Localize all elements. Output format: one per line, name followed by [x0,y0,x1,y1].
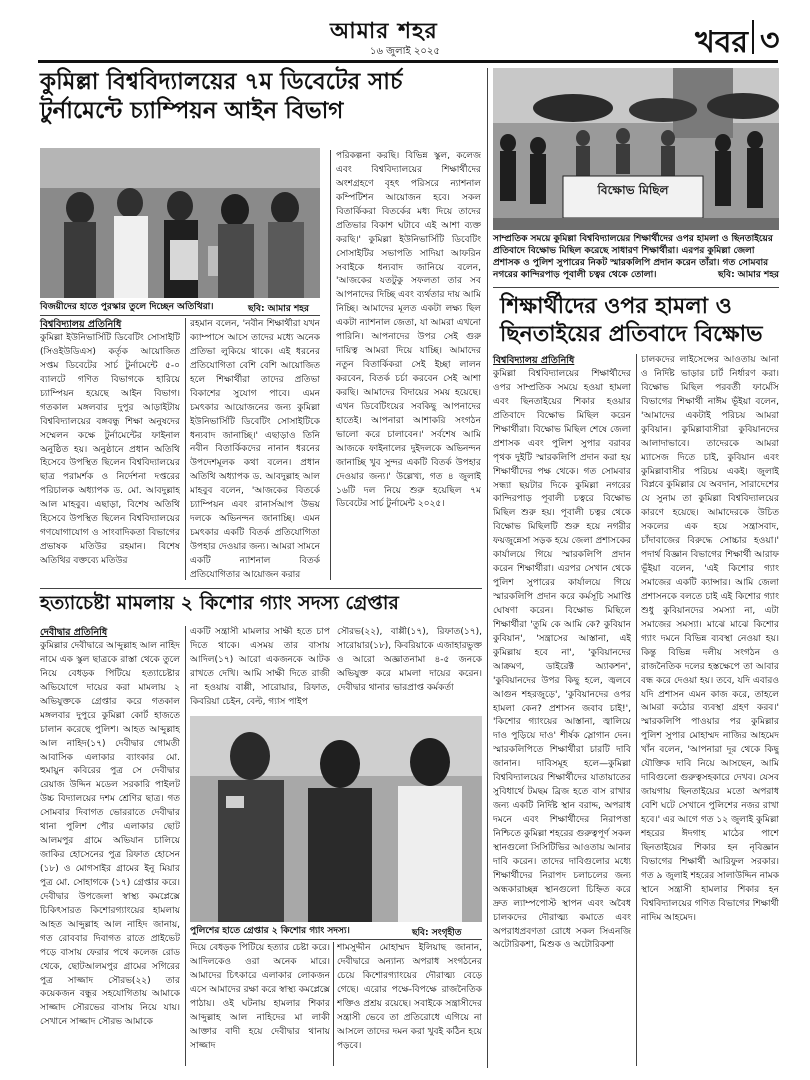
story1-photo [40,148,320,298]
story3-headline: হত্যাচেষ্টা মামলায় ২ কিশোর গ্যাং সদস্য গ্রেপ্তার [40,592,399,614]
protest-banner-text: বিক্ষোভ মিছিল [597,183,669,197]
story3-col-divider-2 [333,942,334,1066]
story2-caption-rule [493,287,779,288]
section-label: খবর [695,25,748,60]
story3-body-col3-top: সৌরভ(২২), বাপ্পী(১৭), রিফাত(১৭), সারোয়ার(১৮), কিবরিয়াকে এজাহারভুক্ত ও আরো অজ্ঞাতনামা ৪-৫ জনকে অভিযুক্ত করে মামলা দায়ের করেন। দেবীদ্বার থানার ভারপ্রাপ্ত কর্মকর্তা [337,627,482,693]
story3-col-divider-1 [185,626,186,1066]
story1-col-divider-2 [330,150,331,580]
story2-body-col2: চালকদের লাইসেন্সের আওতায় আনা ও নির্দিষ্ট ভাড়ার চার্ট নির্ধারণ করা। বিক্ষোভ মিছিল পরবর্তী ফার্মেসি বিভাগের শিক্ষার্থী নাঈম ভূঁইয়া বলেন, 'আমাদের একটাই পরিচয় আমরা কুবিয়ান। কুমিল্লাবাসীরা কুবিয়ানদের আলাদাভাবে। তাদেরকে আমরা ম্যাসেজ দিতে চাই, কুবিয়ান এবং কুমিল্লাবাসীর পরিচয় একই। জুলাই বিপ্লবে কুমিল্লার যে অবদান, সারাদেশের যে সুনাম তা কুমিল্লা বিশ্ববিদ্যালয়ের কারণে হয়েছে। আমাদেরকে উচিত সকলের এক হয়ে সন্ত্রাসবাদ, চাঁদাবাজের বিরুদ্ধে সোচ্চার হওয়া।' পদার্থ বিজ্ঞান বিভাগের শিক্ষার্থী আরাফ ভূঁইয়া বলেন, 'এই কিশোর গ্যাং সমাজের একটি ক্যান্সার। আমি জেলা প্রশাসনকে বলতে চাই এই কিশোর গ্যাং শুধু কুবিয়ানদের সমস্যা না, এটা সমাজের সমস্যা। মাঝে মাঝে কিশোর গ্যাং দমনে বিভিন্ন ব্যবস্থা নেওয়া হয়। কিন্তু বিভিন্ন দলীয় সংগঠন ও রাজনৈতিক দলের হস্তক্ষেপে তা আবার বন্ধ করে দেওয়া হয়। তবে, যদি এবারও যদি প্রশাসন এমন কাজ করে, তাহলে আমরা কঠোর ব্যবস্থা গ্রহণ করব।' স্মারকলিপি পাওয়ার পর কুমিল্লার পুলিশ সুপার মোহাম্মদ নাজির আহমেদ খাঁন বলেন, 'আপনারা দূর থেকে কিছু যৌক্তিক দাবি নিয়ে আসছেন, আমি দাবিগুলো গুরুত্বসহকারে দেখব। যেসব জায়গায় ছিনতাইয়ের মতো অপরাধ বেশি ঘটে সেখানে পুলিশের নজর রাখা হবে।' এর আগে গত ১২ জুলাই কুমিল্লা শহরের ঈদগাহ মাঠের পাশে ছিনতাইয়ের শিকার হন নৃবিজ্ঞান বিভাগের শিক্ষার্থী আরিফুল সরকার। গত ৯ জুলাই শহরের সালাউদ্দিন নামক স্থানে সন্ত্রাসী হামলার শিকার হন বিশ্ববিদ্যালয়ের গণিত বিভাগের শিক্ষার্থী নাদিম আহমেদ। [641,355,779,923]
masthead-title: আমার শহর [330,19,438,44]
story2-photo [493,68,779,230]
story3-body-col2-bottom: দিয়ে বেধড়ক পিটিয়ে হত্যার চেষ্টা করে। আদিলকেও ওরা অনেক মারে। আমাদের চিৎকারে এলাকার লোকজন এসে আমাদের রক্ষা করে স্বাস্থ্য কমপ্লেক্সে পাঠায়। ওই ঘটনায় হামলার শিকার আব্দুল্লাহ আল নাহিদের মা লাকী আক্তার বাদী হয়ে দেবীদ্বার থানায় সাজ্জাদ [190,943,330,1051]
story1-body-col1: কুমিল্লা ইউনিভার্সিটি ডিবেটিং সোসাইটি (সিওইউডিএস) কর্তৃক আয়োজিত সপ্তম ডিবেটের সার্চ টুর্নামেন্টে ৫-০ ব্যালটে গণিত বিভাগকে হারিয়ে চ্যাম্পিয়ন হয়েছে আইন বিভাগ। গতকাল মঙ্গলবার দুপুর আড়াইটায় বিশ্ববিদ্যালয়ের বঙ্গবন্ধু শিক্ষা অনুষদের সম্মেলন কক্ষে টুর্নামেন্টের ফাইনাল অনুষ্ঠিত হয়। অনুষ্ঠানে প্রধান অতিথি হিসেবে উপস্থিত ছিলেন বিশ্ববিদ্যালয়ের ছাত্র পরামর্শক ও নির্দেশনা দপ্তরের পরিচালক অধ্যাপক ড. মো. আবদুল্লাহ আল মাহবুব। এছাড়া, বিশেষ অতিথি হিসেবে উপস্থিত ছিলেন বিশ্ববিদ্যালয়ের গণযোগাযোগ ও সাংবাদিকতা বিভাগের প্রভাষক মতিউর রহমান। বিশেষ অতিথির বক্তব্যে মতিউর [40,333,180,566]
story3-body-col1: কুমিল্লার দেবীদ্বারে আব্দুল্লাহ আল নাহিদ নামে এক স্কুল ছাত্রকে রাস্তা থেকে তুলে নিয়ে বেধড়ক পিটিয়ে হত্যাচেষ্টার অভিযোগে দায়ের করা মামলায় ২ অভিযুক্তকে গ্রেপ্তার করে গতকাল মঙ্গলবার দুপুরে কুমিল্লা কোর্ট হাজতে চালান করেছে পুলিশ। আহত আব্দুল্লাহ আল নাহিদ(১৭) দেবীদ্বার গোমতী আবাসিক এলাকার ব্যাংকার মো. হুমায়ুন কবিরের পুত্র সে দেবীদ্বার রেয়াজ উদ্দিন মডেল সরকারি পাইলট উচ্চ বিদ্যালয়ের দশম শ্রেণির ছাত্র। গত সোমবার দিবাগত ভোররাতে দেবীদ্বার থানা পুলিশ পৌর এলাকার ছোট আলমপুর গ্রামে অভিযান চালিয়ে জাকির হোসেনের পুত্র রিফাত হোসেন (১৮) ও মোগসাইর গ্রামের ইনু মিয়ার পুত্র মো. সোহাগকে (১৭) গ্রেপ্তার করে। দেবীদ্বার উপজেলা স্বাস্থ্য কমপ্লেক্সে চিকিৎসারত কিশোরগ্যাংয়ের হামলায় আহত আব্দুল্লাহ আল নাহিদ জানায়, গত রোববার দিবাগত রাতে প্রাইভেট পড়ে বাসায় ফেরার পথে কলেজ রোড থেকে, ছোটআলমপুর গ্রামের সগিরের পুত্র সাজ্জাদ সৌরভ(২২) তার কয়েকজন বন্ধুর সহযোগিতায় আমাকে সাজ্জাদ সৌরভের বাসায় নিয়ে যায়। সেখানে সাজ্জাদ সৌরভ আমাকে [40,641,180,1028]
story2-photo-credit: ছবি: আমার শহর [718,270,779,281]
award-ceremony-image [40,148,320,298]
story3-photo-credit: ছবি: সংগৃহীত [412,928,462,938]
story1-headline: কুমিল্লা বিশ্ববিদ্যালয়ের ৭ম ডিবেটের সার্চ টুর্নামেন্টে চ্যাম্পিয়ন আইন বিভাগ [40,68,403,124]
story1-body-col3: পরিকল্পনা করছি। বিভিন্ন স্কুল, কলেজ এবং বিশ্ববিদ্যালয়ের শিক্ষার্থীদের অংশগ্রহণে বৃহৎ পরিসরে ন্যাশনাল কম্পিটিশন আয়োজন হবে। সকল বিতার্কিকরা বিতর্কের মধ্য দিয়ে তাদের প্রতিভার বিকাশ ঘটাবে এই আশা ব্যক্ত করছি।' কুমিল্লা ইউনিভার্সিটি ডিবেটিং সোসাইটির সভাপতি সাদিয়া আফরিন সবাইকে ধন্যবাদ জানিয়ে বলেন, 'আজকের যতটুকু সফলতা তার সব আপনাদের দিচ্ছি এবং ব্যর্থতার দায় আমি নিচ্ছি। আমাদের মূলত একটা লক্ষ্য ছিল একটা ন্যাশনাল জেতা, যা আমরা এখনো পারিনি। আপনাদের উপর সেই গুরু দায়িত্ব আমরা দিয়ে যাচ্ছি। আমাদের নতুন বিতার্কিকরা সেই ইচ্ছা লালন করবেন, বিতর্ক চর্চা করবেন সেই আশা করছি। আমাদের বিদায়ের সময় হয়েছে। এখন ডিবেটিংয়ের সবকিছু আপনাদের হাতেই। আপনারা আশাকরি সংগঠন ভালো করে চালাবেন।' সর্বশেষ আমি আজকে ফাইনালের দুইদলকে অভিনন্দন জানাচ্ছি খুব সুন্দর একটি বিতর্ক উপহার দেওয়ার জন্য।' উল্লেখ্য, গত ৪ জুলাই ১৬টি দল নিয়ে শুরু হয়েছিল ৭ম ডিবেটের সার্চ টুর্নামেন্ট ২০২৫। [336,151,481,510]
story3-body-col3-bottom: শামসুদ্দীন মোহাম্মদ ইলিয়াছ জানান, দেবীদ্বারে অন্যান্য অপরাধ সংগঠনের চেয়ে কিশোরগ্যাংয়ের দৌরাত্ম্য বেড়ে গেছে। এরোর পক্ষে-বিপক্ষে রাজনৈতিক শক্তিও প্রশ্রয় রয়েছে। সবাইকে সন্ত্রাসীদের সন্ত্রাসী ভেবে তা প্রতিরোধে এগিয়ে না আসলে তাদের দমন করা খুবই কঠিন হয়ে পড়বে। [337,943,482,1051]
story1-col-divider-1 [185,318,186,580]
story2-headline: শিক্ষার্থীদের ওপর হামলা ও ছিনতাইয়ের প্রতিবাদে বিক্ষোভ [500,293,763,347]
story3-caption-rule [190,939,482,940]
page-number: ৩ [760,23,780,58]
story2-photo-caption-text: সাম্প্রতিক সময়ে কুমিল্লা বিশ্ববিদ্যালয়ের শিক্ষার্থীদের ওপর হামলা ও ছিনতাইয়ের প্রতিবাদে বিক্ষোভ মিছিল করেছে সাধারণ শিক্ষার্থীরা। এরপর কুমিল্লা জেলা প্রশাসক ও পুলিশ সুপারের নিকট স্মারকলিপি প্রদান করেন তাঁরা। গত সোমবার নগরের কান্দিরপাড় পূবালী চত্বর থেকে তোলা। [493,234,773,281]
story3-photo-caption: পুলিশের হাতে গ্রেপ্তার ২ কিশোর গ্যাং সদস্য। [190,926,350,936]
story1-photo-credit: ছবি: আমার শহর [248,304,309,314]
story1-caption-rule [40,315,320,316]
story2-body-col1: কুমিল্লা বিশ্ববিদ্যালয়ের শিক্ষার্থীদের ওপর সাম্প্রতিক সময়ে হওয়া হামলা এবং ছিনতাইয়ের শিকার হওয়ার প্রতিবাদে বিক্ষোভ মিছিল করেন শিক্ষার্থীরা। বিক্ষোভ মিছিল শেষে জেলা প্রশাসক এবং পুলিশ সুপার বরাবর পৃথক দুইটি স্মারকলিপি প্রদান করা হয় শিক্ষার্থীদের পক্ষ থেকে। গত সোমবার সন্ধ্যা ছয়টার দিকে কুমিল্লা নগরের কান্দিরপাড় পূবালী চত্বরে বিক্ষোভ মিছিল শুরু হয়। পূবালী চত্বর থেকে বিক্ষোভ মিছিলটি শুরু হয়ে নগরীর ফয়জুন্নেসা সড়ক হয়ে জেলা প্রশাসকের কার্যালয়ে গিয়ে স্মারকলিপি প্রদান করেন শিক্ষার্থীরা। এরপর সেখান থেকে পুলিশ সুপারের কার্যালয়ে গিয়ে স্মারকলিপি প্রদান করে কর্মসূচি সমাপ্তি ঘোষণা করেন। বিক্ষোভ মিছিলে শিক্ষার্থীরা 'তুমি কে আমি কে? কুবিয়ান কুবিয়ান', 'সন্ত্রাসের আস্তানা, এই কুমিল্লায় হবে না', 'কুবিয়ানদের আক্রমণ, ডাইরেক্ট অ্যাকশন', 'কুবিয়ানদের উপর কিছু হলে, জ্বলবে আগুন শহরজুড়ে', 'কুবিয়ানদের ওপর হামলা কেন? প্রশাসন জবাব চাই!', 'কিশোর গ্যাংয়ের আস্তানা, জ্বালিয়ে দাও পুড়িয়ে দাও' শীর্ষক স্লোগান দেন। স্মারকলিপিতে শিক্ষার্থীরা চারটি দাবি জানান। দাবিসমূহ হলে—কুমিল্লা বিশ্ববিদ্যালয়ের শিক্ষার্থীদের যাতায়াতের সুবিধার্থে টমছম ব্রিজ হতে বাস রাখার জন্য একটি নির্দিষ্ট স্থান বরাদ্দ, অপরাধ দমনে এবং শিক্ষার্থীদের নিরাপত্তা নিশ্চিতে কুমিল্লা শহরের গুরুত্বপূর্ণ সকল স্থানগুলো সিসিটিভির আওতায় আনার দাবি করেন। তাদের দাবিগুলোর মধ্যে শিক্ষার্থীদের নিরাপদ চলাচলের জন্য অন্ধকারাচ্ছন্ন স্থানগুলো চিহ্নিত করে দ্রুত ল্যাম্পপোস্ট স্থাপন এবং অবৈধ চালকদের দৌরাত্ম্য কমাতে এবং অপরাধপ্রবণতা রোধে সকল সিএনজি অটোরিকশা, মিশুক ও অটোরিকশা [493,369,631,951]
story1-byline: বিশ্ববিদ্যালয় প্রতিনিধি [40,319,122,330]
protest-march-image [493,68,779,230]
story3-top-rule [40,588,482,589]
page-column-divider [487,68,488,1068]
page-number-divider [752,20,754,54]
masthead-rule [38,60,778,63]
story2-photo-caption [493,233,779,282]
story3-photo [190,716,482,922]
story1-photo-caption: বিজয়ীদের হাতে পুরস্কার তুলে দিচ্ছেন অতিথিরা। [40,302,214,312]
story3-body-col2-top: একটি সন্ত্রাসী মামলার সাক্ষী হতে চাপ দিতে থাকে। এসময় তার বাসায় আদিল(১৭) আরো একজনকে আটক রাখতে দেখি। আমি সাক্ষী দিতে রাজী না হওয়ায় বাপ্পী, সারোয়ার, রিফাত, কিবরিয়া চেইন, বেল্ট, গ্যাস পাইপ [190,627,330,707]
arrested-suspects-image [190,716,482,922]
story3-byline: দেবীদ্বার প্রতিনিধি [40,627,108,638]
story2-col-divider [636,354,637,1066]
story1-body-col2: রহমান বলেন, 'নবীন শিক্ষার্থীরা যখন ক্যাম্পাসে আসে তাদের মধ্যে অনেক প্রতিভা লুকিয়ে থাকে। এই ধরনের প্রতিযোগিতা বেশি বেশি আয়োজিত হলে শিক্ষার্থীরা তাদের প্রতিভা বিকাশের সুযোগ পাবে। এমন চমৎকার আয়োজনের জন্য কুমিল্লা ইউনিভার্সিটি ডিবেটিং সোসাইটিকে ধন্যবাদ জানাচ্ছি।' এছাড়াও তিনি নবীন বিতার্কিকদের নানান ধরনের উপদেশমূলক কথা বলেন। প্রধান অতিথি অধ্যাপক ড. আবদুল্লাহ আল মাহবুব বলেন, 'আজকের বিতর্কে চ্যাম্পিয়ন এবং রানার্সআপ উভয় দলকে অভিনন্দন জানাচ্ছি। এমন চমৎকার একটি বিতর্ক প্রতিযোগিতা উপহার দেওয়ার জন্য। আমরা সামনে একটি ন্যাশনাল বিতর্ক প্রতিযোগিতার আয়োজন করার [190,319,320,580]
masthead-date: ১৬ জুলাই ২০২৫ [370,46,440,57]
story2-byline: বিশ্ববিদ্যালয় প্রতিনিধি [493,355,575,366]
